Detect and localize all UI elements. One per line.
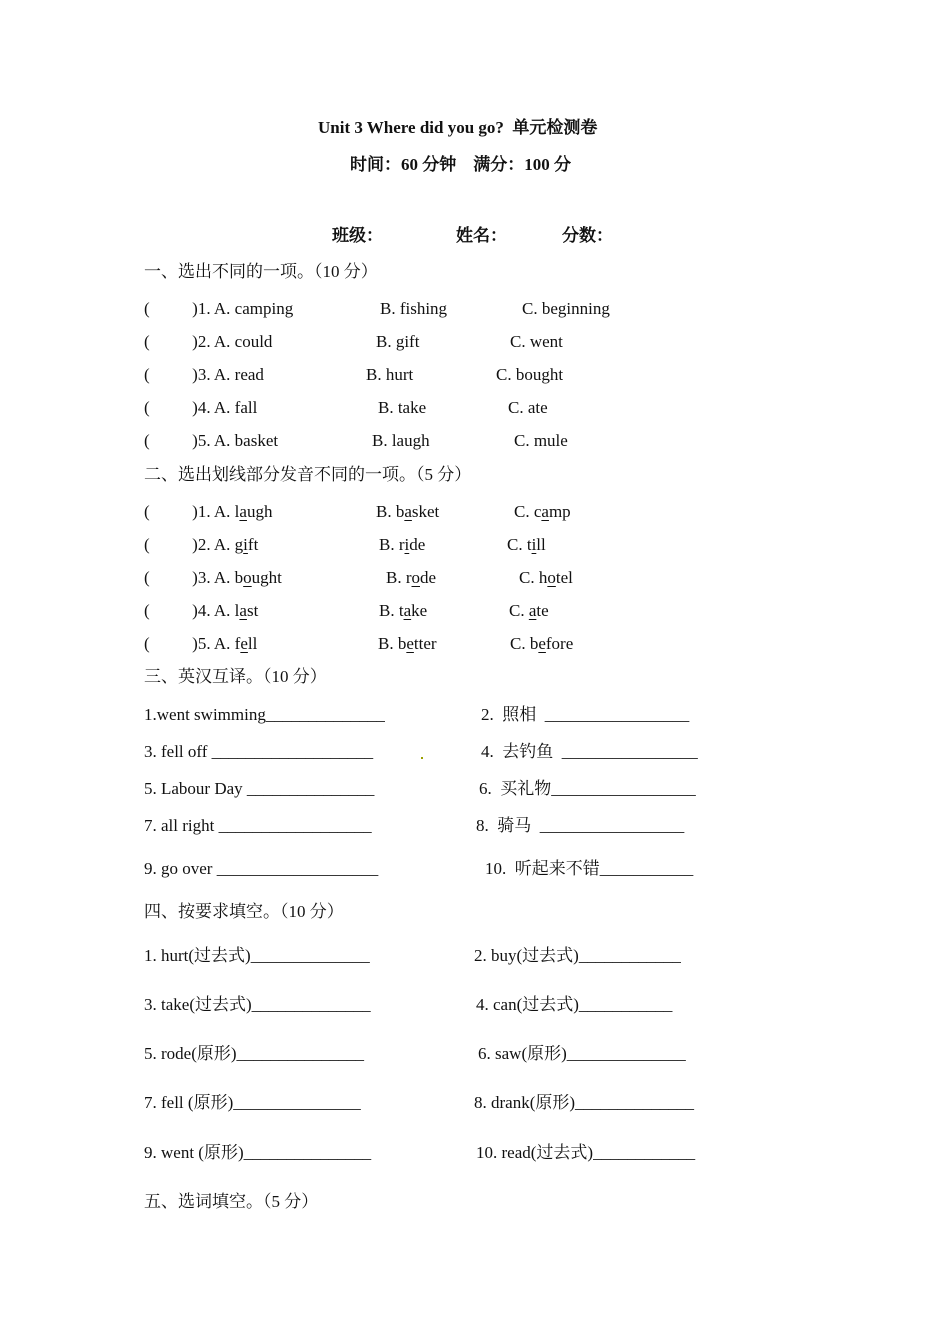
page-title: Unit 3 Where did you go? 单元检测卷 <box>318 118 598 137</box>
s2-q5-b: B. better <box>378 634 437 653</box>
s4-item-4: 4. can(过去式)___________ <box>476 995 673 1014</box>
s1-q1-b: B. fishing <box>380 299 448 318</box>
s3-item-8: 8. 骑马 _________________ <box>476 816 685 835</box>
time-info: 时间：60 分钟 满分：100 分 <box>350 155 571 174</box>
s4-item-8: 8. drank(原形)______________ <box>474 1093 695 1112</box>
stray-dot <box>421 757 423 759</box>
s1-q4-a: ( )4. A. fall <box>144 398 258 417</box>
s2-q3-b: B. rode <box>386 568 437 587</box>
s2-q2-b: B. ride <box>379 535 426 554</box>
section-1-heading: 一、选出不同的一项。（10 分） <box>144 262 378 281</box>
class-label: 班级： <box>332 226 383 245</box>
s2-q3-c: C. hotel <box>519 568 573 587</box>
s2-q1-c: C. camp <box>514 502 571 521</box>
s1-q3-a: ( )3. A. read <box>144 365 264 384</box>
s4-item-5: 5. rode(原形)_______________ <box>144 1044 365 1063</box>
s2-q4-a: ( )4. A. last <box>144 601 259 620</box>
s4-item-6: 6. saw(原形)______________ <box>478 1044 686 1063</box>
section-3-heading: 三、英汉互译。（10 分） <box>144 667 327 686</box>
s1-q3-b: B. hurt <box>366 365 414 384</box>
s2-q4-b: B. take <box>379 601 428 620</box>
s2-q1-a: ( )1. A. laugh <box>144 502 273 521</box>
s4-item-10: 10. read(过去式)____________ <box>476 1143 696 1162</box>
s4-item-7: 7. fell (原形)_______________ <box>144 1093 361 1112</box>
s3-item-5: 5. Labour Day _______________ <box>144 779 375 798</box>
section-4-heading: 四、按要求填空。（10 分） <box>144 902 344 921</box>
s2-q5-a: ( )5. A. fell <box>144 634 258 653</box>
s1-q2-c: C. went <box>510 332 563 351</box>
s3-item-10: 10. 听起来不错___________ <box>485 859 694 878</box>
s1-q4-c: C. ate <box>508 398 548 417</box>
s2-q1-b: B. basket <box>376 502 440 521</box>
s3-item-7: 7. all right __________________ <box>144 816 372 835</box>
s1-q2-a: ( )2. A. could <box>144 332 273 351</box>
section-5-heading: 五、选词填空。（5 分） <box>144 1192 319 1211</box>
s1-q1-c: C. beginning <box>522 299 610 318</box>
s3-item-9: 9. go over ___________________ <box>144 859 379 878</box>
s4-item-2: 2. buy(过去式)____________ <box>474 946 681 965</box>
s3-item-4: 4. 去钓鱼 ________________ <box>481 742 698 761</box>
s1-q2-b: B. gift <box>376 332 420 351</box>
s4-item-1: 1. hurt(过去式)______________ <box>144 946 370 965</box>
s2-q2-c: C. till <box>507 535 546 554</box>
name-label: 姓名： <box>456 226 507 245</box>
score-label: 分数： <box>562 226 613 245</box>
s3-item-1: 1.went swimming______________ <box>144 705 385 724</box>
s2-q2-a: ( )2. A. gift <box>144 535 259 554</box>
s2-q4-c: C. ate <box>509 601 549 620</box>
s1-q5-a: ( )5. A. basket <box>144 431 279 450</box>
s4-item-3: 3. take(过去式)______________ <box>144 995 371 1014</box>
s1-q5-b: B. laugh <box>372 431 430 450</box>
section-2-heading: 二、选出划线部分发音不同的一项。（5 分） <box>144 465 472 484</box>
s4-item-9: 9. went (原形)_______________ <box>144 1143 372 1162</box>
s1-q5-c: C. mule <box>514 431 568 450</box>
s3-item-3: 3. fell off ___________________ <box>144 742 374 761</box>
s2-q5-c: C. before <box>510 634 574 653</box>
s1-q3-c: C. bought <box>496 365 564 384</box>
s3-item-6: 6. 买礼物_________________ <box>479 779 696 798</box>
s3-item-2: 2. 照相 _________________ <box>481 705 690 724</box>
s1-q4-b: B. take <box>378 398 427 417</box>
s2-q3-a: ( )3. A. bought <box>144 568 282 587</box>
s1-q1-a: ( )1. A. camping <box>144 299 294 318</box>
